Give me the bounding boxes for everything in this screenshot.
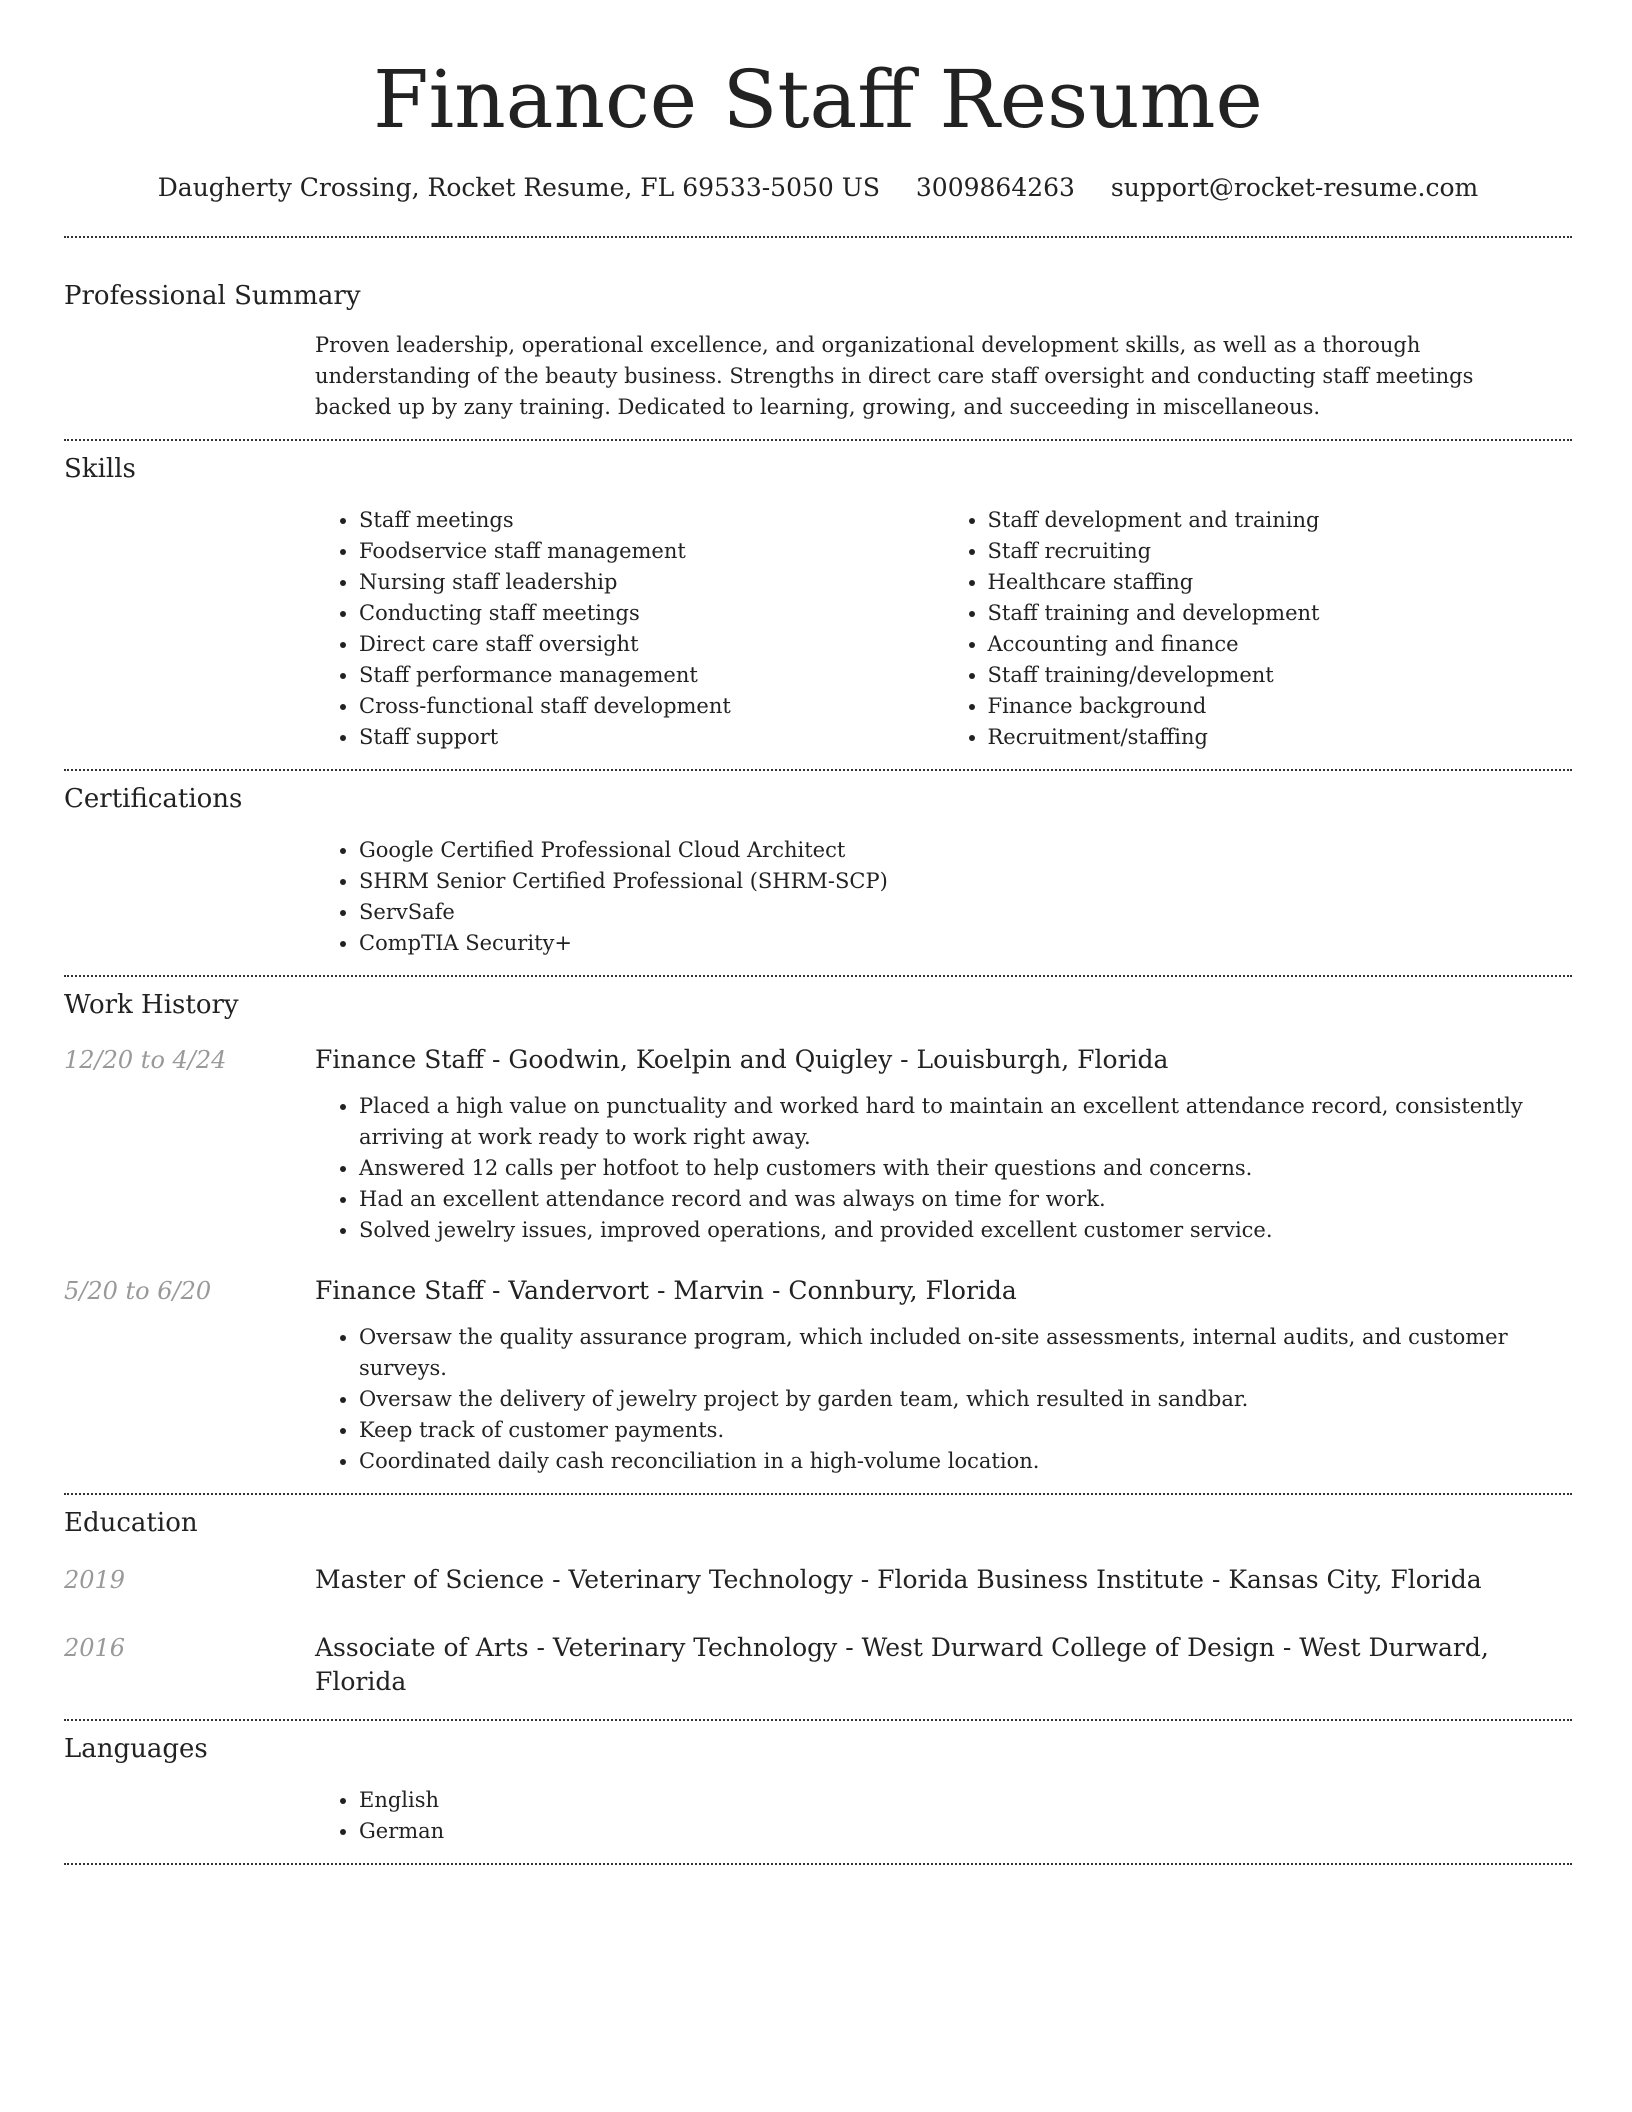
- list-item: • Accounting and finance: [988, 629, 1573, 660]
- list-item: • Answered 12 calls per hotfoot to help customers with their questions and concerns.: [359, 1153, 1552, 1184]
- list-item: • Staff support: [359, 722, 944, 753]
- certifications-list: [315, 835, 1572, 959]
- skills-heading: Skills: [64, 454, 136, 484]
- list-item: • English: [359, 1785, 1572, 1816]
- contact-email: support@rocket-resume.com: [1110, 173, 1479, 202]
- education-entry: [64, 1631, 1572, 1699]
- skills-list-right: [944, 505, 1573, 753]
- education-date: 2019: [64, 1566, 126, 1594]
- list-item: • SHRM Senior Certified Professional (SHRM-SCP): [359, 866, 1572, 897]
- list-item: • Placed a high value on punctuality and worked hard to maintain an excellent attendance record, consistently arriving at work ready to work right away.: [359, 1091, 1552, 1153]
- list-item: • Staff training/development: [988, 660, 1573, 691]
- summary-text: Proven leadership, operational excellence, and organizational development skills, as well as a thorough understanding of the beauty business. Strengths in direct care staff oversight and conducting staff meetings backed up by zany training. Dedicated to learning, growing, and succeeding in miscellaneous.: [315, 333, 1474, 419]
- list-item: • ServSafe: [359, 897, 1572, 928]
- education-title: Associate of Arts - Veterinary Technology - West Durward College of Design - West Durward, Florida: [315, 1633, 1489, 1696]
- work-title: Finance Staff - Goodwin, Koelpin and Quigley - Louisburgh, Florida: [315, 1045, 1169, 1074]
- list-item: • Staff meetings: [359, 505, 944, 536]
- education-date: 2016: [64, 1634, 126, 1662]
- resume-title: Finance Staff Resume: [373, 53, 1263, 146]
- certifications-section: [64, 771, 1572, 959]
- education-title: Master of Science - Veterinary Technology - Florida Business Institute - Kansas City, Florida: [315, 1565, 1482, 1594]
- list-item: • Coordinated daily cash reconciliation in a high-volume location.: [359, 1446, 1572, 1477]
- work-bullets: [315, 1091, 1572, 1246]
- list-item: • Direct care staff oversight: [359, 629, 944, 660]
- list-item: • Recruitment/staffing: [988, 722, 1573, 753]
- work-entry: [64, 1043, 1572, 1246]
- work-entry: [64, 1274, 1572, 1477]
- summary-heading: Professional Summary: [64, 281, 361, 311]
- divider: [64, 1863, 1572, 1865]
- list-item: • Staff recruiting: [988, 536, 1573, 567]
- summary-section: [64, 238, 1572, 423]
- certifications-heading: Certifications: [64, 784, 243, 814]
- list-item: • Google Certified Professional Cloud Architect: [359, 835, 1572, 866]
- languages-heading: Languages: [64, 1734, 208, 1764]
- list-item: • Oversaw the delivery of jewelry project by garden team, which resulted in sandbar.: [359, 1384, 1572, 1415]
- list-item: • Solved jewelry issues, improved operations, and provided excellent customer service.: [359, 1215, 1552, 1246]
- education-heading: Education: [64, 1508, 198, 1538]
- skills-list-left: [315, 505, 944, 753]
- languages-section: [64, 1721, 1572, 1847]
- list-item: • Oversaw the quality assurance program, which included on-site assessments, internal audits, and customer surveys.: [359, 1322, 1572, 1384]
- work-title: Finance Staff - Vandervort - Marvin - Connbury, Florida: [315, 1276, 1017, 1305]
- list-item: • CompTIA Security+: [359, 928, 1572, 959]
- languages-list: [315, 1785, 1572, 1847]
- list-item: • Had an excellent attendance record and was always on time for work.: [359, 1184, 1552, 1215]
- education-section: [64, 1495, 1572, 1699]
- list-item: • Cross-functional staff development: [359, 691, 944, 722]
- list-item: • Keep track of customer payments.: [359, 1415, 1572, 1446]
- contact-phone: 3009864263: [915, 173, 1075, 202]
- list-item: • German: [359, 1816, 1572, 1847]
- work-heading: Work History: [64, 990, 239, 1020]
- list-item: • Conducting staff meetings: [359, 598, 944, 629]
- skills-section: [64, 441, 1572, 753]
- list-item: • Nursing staff leadership: [359, 567, 944, 598]
- work-bullets: [315, 1322, 1572, 1477]
- list-item: • Finance background: [988, 691, 1573, 722]
- list-item: • Staff performance management: [359, 660, 944, 691]
- list-item: • Staff development and training: [988, 505, 1573, 536]
- list-item: • Foodservice staff management: [359, 536, 944, 567]
- work-date: 5/20 to 6/20: [64, 1277, 212, 1305]
- list-item: • Healthcare staffing: [988, 567, 1573, 598]
- contact-line: [64, 170, 1572, 206]
- resume-page: [64, 0, 1572, 1865]
- list-item: • Staff training and development: [988, 598, 1573, 629]
- education-entry: [64, 1563, 1572, 1597]
- work-section: [64, 977, 1572, 1477]
- work-date: 12/20 to 4/24: [64, 1046, 227, 1074]
- contact-address: Daugherty Crossing, Rocket Resume, FL 69533-5050 US: [157, 173, 880, 202]
